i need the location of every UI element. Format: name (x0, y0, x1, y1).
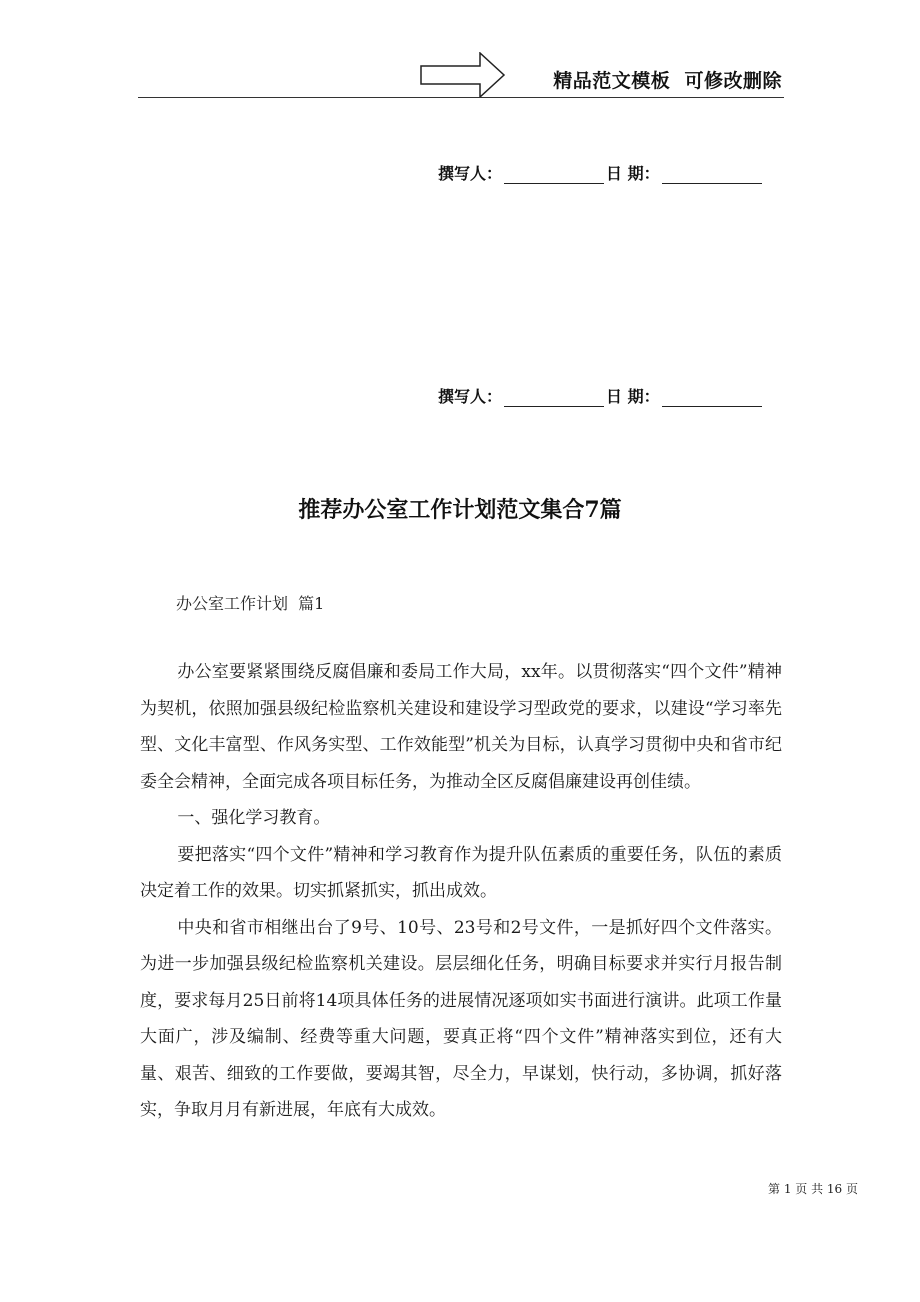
document-title: 推荐办公室工作计划范文集合7篇 (298, 497, 622, 523)
paragraph: 中央和省市相继出台了9号、10号、23号和2号文件，一是抓好四个文件落实。为进一步加强县级纪检监察机关建设。层层细化任务，明确目标要求并实行月报告制度，要求每月25日前将14项具体任务的进展情况逐项如实书面进行演讲。此项工作量大面广，涉及编制、经费等重大问题，要真正将“四个文件”精神落实到位，还有大量、艰苦、细致的工作要做，要竭其智，尽全力，早谋划，快行动，多协调，抓好落实，争取月月有新进展，年底有大成效。 (140, 917, 782, 1120)
header-divider (138, 97, 784, 98)
date-blank (662, 388, 762, 407)
paragraph: 办公室要紧紧围绕反腐倡廉和委局工作大局，xx年。以贯彻落实“四个文件”精神为契机，依照加强县级纪检监察机关建设和建设学习型政党的要求，以建设“学习率先型、文化丰富型、作风务实型、工作效能型”机关为目标，认真学习贯彻中央和省市纪委全会精神，全面完成各项目标任务，为推动全区反腐倡廉建设再创佳绩。 (140, 662, 782, 792)
signature-line (438, 160, 784, 184)
paragraph: 一、强化学习教育。 (177, 808, 331, 828)
date-label: 日 期： (606, 387, 660, 406)
document-body (140, 654, 782, 1129)
date-blank (662, 165, 762, 184)
writer-label: 撰写人： (438, 164, 503, 183)
signature-line (438, 383, 784, 407)
writer-label: 撰写人： (438, 387, 503, 406)
right-arrow-icon (420, 52, 506, 98)
writer-blank (504, 165, 604, 184)
page-header (138, 50, 784, 98)
header-title: 精品范文模板 可修改删除 (553, 70, 782, 92)
section-subtitle: 办公室工作计划 篇1 (176, 594, 325, 613)
date-label: 日 期： (606, 164, 660, 183)
page-number: 第 1 页 共 16 页 (768, 1182, 858, 1196)
writer-blank (504, 388, 604, 407)
paragraph: 要把落实“四个文件”精神和学习教育作为提升队伍素质的重要任务，队伍的素质决定着工作的效果。切实抓紧抓实，抓出成效。 (140, 844, 782, 901)
